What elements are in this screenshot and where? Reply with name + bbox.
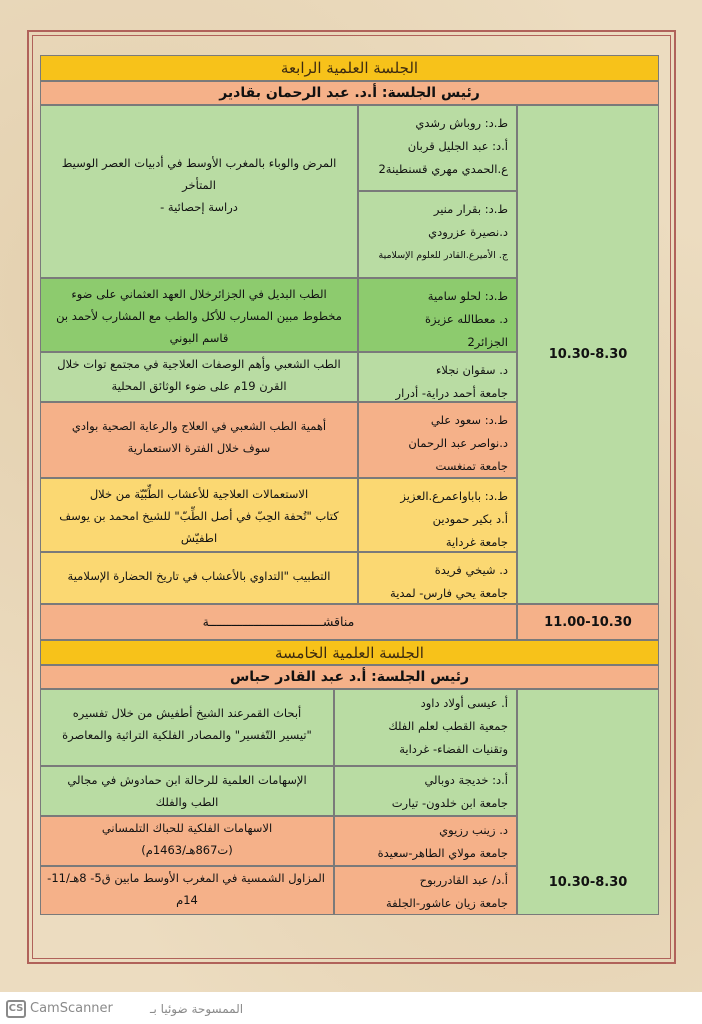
- speaker-cell: أ. عيسى أولاد داود جمعية القطب لعلم الفلك وتقنيات الفضاء- غرداية: [334, 689, 517, 766]
- paper-title-cell: التطبيب "التداوي بالأعشاب في تاريخ الحضارة الإسلامية: [40, 552, 358, 604]
- paper-title-cell: الطب البديل في الجزائرخلال العهد العثماني على ضوء مخطوط مبين المسارب للأكل والطب مع المشارب لأحمد بن قاسم البوني: [40, 278, 358, 352]
- session5-chair: رئيس الجلسة: أ.د عبد القادر حباس: [40, 665, 659, 689]
- speaker-cell: ط.د: بقرار منير د.نصيرة عزرودي ج. الأميرع.القادر للعلوم الإسلامية: [358, 191, 517, 278]
- speaker-cell: ط.د: روباش رشدي أ.د: عبد الجليل قربان ع.الحمدي مهري قسنطينة2: [358, 105, 517, 191]
- speaker-cell: ط.د: لحلو سامية د. معطالله عزيزة الجزائر2: [358, 278, 517, 352]
- paper-title-cell: الاستعمالات العلاجية للأعشاب الطِّبّيّة من خلال كتاب "تُحفة الحِبّ في أصل الطِّبّ" للشيخ امحمد بن يوسف اطفيّش: [40, 478, 358, 552]
- session5-title: الجلسة العلمية الخامسة: [40, 640, 659, 665]
- speaker-cell: د. سقوان نجلاء جامعة أحمد دراية- أدرار: [358, 352, 517, 402]
- scanner-label: الممسوحة ضوئيا بـ: [150, 1002, 244, 1016]
- speaker-cell: د. زينب رزيوي جامعة مولاي الطاهر-سعيدة: [334, 816, 517, 866]
- paper-title-cell: الطب الشعبي وأهم الوصفات العلاجية في مجتمع توات خلال القرن 19م على ضوء الوثائق المحلية: [40, 352, 358, 402]
- session4-time: 10.30-8.30: [517, 105, 659, 604]
- paper-title-cell: الإسهامات العلمية للرحالة ابن حمادوش في مجالي الطب والفلك: [40, 766, 334, 816]
- paper-title-cell: أبحاث القمرعند الشيخ أطفيش من خلال تفسيره "تيسير التّفسير" والمصادر الفلكية التراثية والمعاصرة: [40, 689, 334, 766]
- session4-chair: رئيس الجلسة: أ.د. عبد الرحمان بقادير: [40, 81, 659, 105]
- paper-title-cell: أهمية الطب الشعبي في العلاج والرعاية الصحية بوادي سوف خلال الفترة الاستعمارية: [40, 402, 358, 478]
- session4-title: الجلسة العلمية الرابعة: [40, 55, 659, 81]
- speaker-cell: ط.د: باباواعمرع.العزيز أ.د بكير حمودين جامعة غرداية: [358, 478, 517, 552]
- paper-title-cell: المزاول الشمسية في المغرب الأوسط مابين ق5- 8هـ/11- 14م: [40, 866, 334, 915]
- paper-title-cell: الاسهامات الفلكية للحباك التلمساني (ت867هـ/1463م): [40, 816, 334, 866]
- speaker-cell: د. شيخي فريدة جامعة يحي فارس- لمدية: [358, 552, 517, 604]
- speaker-cell: أ.د: خديجة دوبالي جامعة ابن خلدون- تيارت: [334, 766, 517, 816]
- session5-time: 10.30-8.30: [517, 689, 659, 915]
- paper-title-cell: المرض والوباء بالمغرب الأوسط في أدبيات العصر الوسيط المتأخر دراسة إحصائية -: [40, 105, 358, 278]
- discussion-cell: مناقشـــــــــــــــــــــــــــــــة: [40, 604, 517, 640]
- scanner-brand: CamScanner: [30, 1001, 113, 1016]
- discussion-time: 11.00-10.30: [517, 604, 659, 640]
- camscanner-logo-icon: CS: [6, 1000, 26, 1018]
- speaker-cell: ط.د: سعود علي د.نواصر عبد الرحمان جامعة تمنغست: [358, 402, 517, 478]
- speaker-cell: أ.د/ عبد القادرربوح جامعة زيان عاشور-الجلفة: [334, 866, 517, 915]
